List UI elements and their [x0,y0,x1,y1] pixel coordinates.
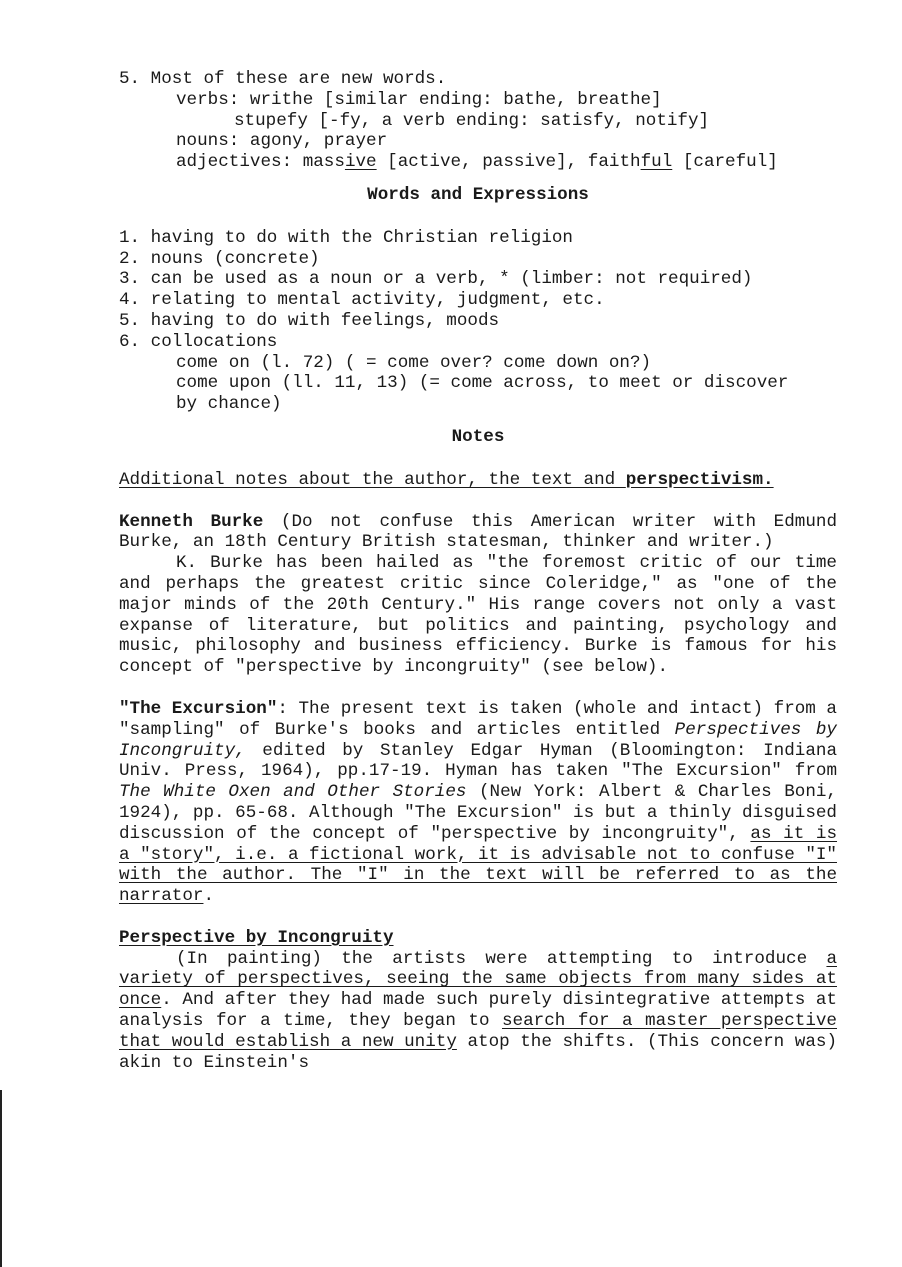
stupefy-line: stupefy [-fy, a verb ending: satisfy, notify] [234,110,710,131]
book-title: Perspectives by Incongruity, [119,719,837,761]
item-5-heading: 5. Most of these are new words. [119,69,447,89]
burke-paragraph: Kenneth Burke (Do not confuse this American writer with Edmund Burke, an 18th Century British statesman, thinker and writer.) [119,511,838,553]
nouns-line: nouns: agony, prayer [176,131,388,152]
underlined-passage: a variety of perspectives, seeing the same objects from many sides at once [119,948,837,1011]
words-expressions-list [119,228,837,415]
additional-notes-line: Additional notes about the author, the text and perspectivism. [119,469,774,490]
excursion-title: "The Excursion" [119,698,278,719]
perspective-heading: Perspective by Incongruity [119,927,394,948]
collocation-line: come on (l. 72) ( = come over? come down on?) [176,352,652,373]
burke-name: Kenneth Burke [119,511,264,532]
suffix-ful: ful [640,152,673,173]
list-item: 1. having to do with the Christian religion [119,227,573,248]
section-5-list [119,69,837,173]
notes-heading: Notes [451,426,505,447]
excursion-paragraph: "The Excursion": The present text is taken (whole and intact) from a "sampling" of Burke's books and articles entitled Perspectives by Incongruity, edited by Stanley Edgar Hyman (Bloomington: Indiana Univ. Press, 1964), pp.17-19. Hyman has taken "The Excursion" from The White Oxen and Other Stories (New York: Albert & Charles Boni, 1924), pp. 65-68. Although "The Excursion" is but a thinly disguised discussion of the concept of "perspective by incongruity", as it is a "story", i.e. a fictional work, it is advisable not to confuse "I" with the author. The "I" in the text will be referred to as the narrator. [119,698,838,907]
list-item: 4. relating to mental activity, judgment, etc. [119,290,605,311]
underlined-passage: search for a master perspective that would establish a new unity [119,1011,837,1052]
adjectives-line: adjectives: massive [active, passive], faithful [careful] [176,152,778,173]
document-page [119,69,837,1073]
list-item: 6. collocations [119,331,278,352]
perspective-paragraph: (In painting) the artists were attempting to introduce a variety of perspectives, seeing the same objects from many sides at once. And after they had made such purely disintegrative attempts at analysis for a time, they began to search for a master perspective that would establish a new unity atop the shifts. (This concern was) akin to Einstein's [119,948,838,1073]
list-item: 2. nouns (concrete) [119,248,320,269]
collocation-line: by chance) [176,394,282,415]
book-title: The White Oxen and Other Stories [119,782,467,803]
verbs-line: verbs: writhe [similar ending: bathe, breathe] [176,89,662,110]
page-edge-line [0,1090,2,1267]
words-expressions-heading: Words and Expressions [367,184,589,205]
suffix-ive: ive [344,152,377,173]
list-item: 5. having to do with feelings, moods [119,310,500,331]
burke-paragraph-2: K. Burke has been hailed as "the foremost critic of our time and perhaps the greatest critic since Coleridge," as "one of the major minds of the 20th Century." His range covers not only a vast expanse of literature, but politics and painting, psychology and music, philosophy and business efficiency. Burke is famous for his concept of "perspective by incongruity" (see below). [119,553,837,678]
list-item: 3. can be used as a noun or a verb, * (limber: not required) [119,269,753,290]
collocation-line: come upon (ll. 11, 13) (= come across, to meet or discover [176,373,789,394]
underlined-passage: as it is a "story", i.e. a fictional work, it is advisable not to confuse "I" with the author. The "I" in the text will be referred to as the narrator [119,823,838,907]
